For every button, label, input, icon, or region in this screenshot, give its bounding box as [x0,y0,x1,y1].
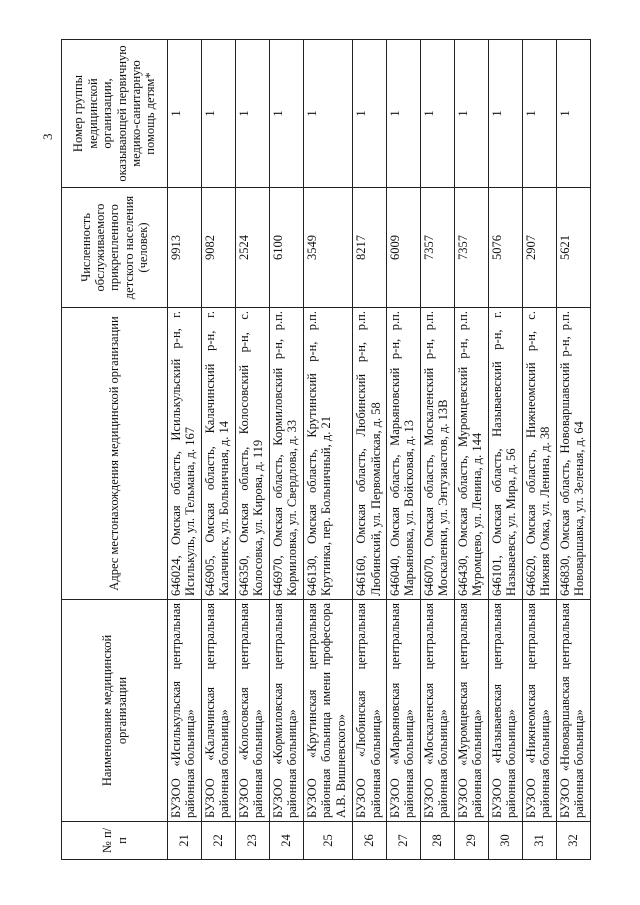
organization-address: 646040, Омская область, Марьяновский р-н, р.п. Марьяновка, ул. Войсковая, д. 13 [387,308,421,600]
organization-address: 646070, Омская область, Москаленский р-н, р.п. Москаленки, ул. Энтузиастов, д. 13В [421,308,455,600]
organization-address: 646350, Омская область, Колосовский р-н, с. Колосовка, ул. Кирова, д. 119 [235,308,269,600]
organization-name: БУЗОО «Москаленская центральная районная больница» [421,600,455,822]
group-number: 1 [235,40,269,188]
table-row [421,40,455,860]
header-row [62,40,168,860]
child-population: 9913 [168,188,202,308]
organization-name: БУЗОО «Марьяновская центральная районная больница» [387,600,421,822]
child-population: 7357 [455,188,489,308]
organization-address: 646160, Омская область, Любинский р-н, р.п. Любинский, ул. Первомайская, д. 58 [353,308,387,600]
child-population: 2907 [522,188,556,308]
table-header [62,40,168,860]
header-address: Адрес местонахождения медицинской организации [62,308,168,600]
table-row [168,40,202,860]
child-population: 7357 [421,188,455,308]
organization-name: БУЗОО «Колосовская центральная районная больница» [235,600,269,822]
group-number: 1 [201,40,235,188]
table-row [488,40,522,860]
row-number: 32 [556,822,590,860]
row-number: 31 [522,822,556,860]
group-number: 1 [556,40,590,188]
child-population: 8217 [353,188,387,308]
table-row [201,40,235,860]
rotated-table-wrapper [61,40,591,860]
organization-address: 646101, Омская область, Называевский р-н, г. Называевск, ул. Мира, д. 56 [488,308,522,600]
table-row [353,40,387,860]
organization-address: 646024, Омская область, Исилькульский р-н, г. Исилькуль, ул. Тельмана, д. 167 [168,308,202,600]
medical-organizations-table [61,39,591,860]
header-number: № п/п [62,822,168,860]
row-number: 28 [421,822,455,860]
table-row [235,40,269,860]
table-row [269,40,303,860]
header-name: Наименование медицинской организации [62,600,168,822]
row-number: 26 [353,822,387,860]
organization-name: БУЗОО «Нововаршавская центральная районная больница» [556,600,590,822]
group-number: 1 [303,40,352,188]
header-group: Номер группы медицинской организации, оказывающей первичную медико-санитарную помощь детям* [62,40,168,188]
child-population: 6009 [387,188,421,308]
child-population: 5076 [488,188,522,308]
row-number: 24 [269,822,303,860]
organization-address: 646430, Омская область, Муромцевский р-н, р.п. Муромцево, ул. Ленина, д. 144 [455,308,489,600]
child-population: 6100 [269,188,303,308]
organization-name: БУЗОО «Муромцевская центральная районная больница» [455,600,489,822]
child-population: 2524 [235,188,269,308]
organization-name: БУЗОО «Калачинская центральная районная больница» [201,600,235,822]
row-number: 23 [235,822,269,860]
page-number: 3 [40,133,55,140]
table-row [387,40,421,860]
organization-name: БУЗОО «Исилькульская центральная районная больница» [168,600,202,822]
group-number: 1 [387,40,421,188]
organization-name: БУЗОО «Крутинская центральная районная больница имени профессора А.В. Вишневского» [303,600,352,822]
organization-address: 646620, Омская область, Нижнеомский р-н, с. Нижняя Омка, ул. Ленина, д. 38 [522,308,556,600]
table-row [556,40,590,860]
organization-address: 646830, Омская область, Нововаршавский р-н, р.п. Нововаршавка, ул. Зеленая, д. 64 [556,308,590,600]
header-population: Численность обслуживаемого прикрепленного детского населения (человек) [62,188,168,308]
group-number: 1 [522,40,556,188]
organization-name: БУЗОО «Кормиловская центральная районная больница» [269,600,303,822]
row-number: 21 [168,822,202,860]
table-body [168,40,591,860]
row-number: 27 [387,822,421,860]
table-row [522,40,556,860]
row-number: 29 [455,822,489,860]
organization-name: БУЗОО «Нижнеомская центральная районная больница» [522,600,556,822]
organization-address: 646970, Омская область, Кормиловский р-н, р.п. Кормиловка, ул. Свердлова, д. 33 [269,308,303,600]
group-number: 1 [353,40,387,188]
group-number: 1 [168,40,202,188]
row-number: 25 [303,822,352,860]
row-number: 30 [488,822,522,860]
table-row [455,40,489,860]
organization-name: БУЗОО «Называевская центральная районная больница» [488,600,522,822]
organization-address: 646905, Омская область, Калачинский р-н, г. Калачинск, ул. Больничная, д. 14 [201,308,235,600]
group-number: 1 [488,40,522,188]
child-population: 9082 [201,188,235,308]
table-row [303,40,352,860]
child-population: 3549 [303,188,352,308]
row-number: 22 [201,822,235,860]
group-number: 1 [421,40,455,188]
organization-address: 646130, Омская область, Крутинский р-н, р.п. Крутинка, пер. Больничный, д. 21 [303,308,352,600]
organization-name: БУЗОО «Любинская центральная районная больница» [353,600,387,822]
group-number: 1 [455,40,489,188]
group-number: 1 [269,40,303,188]
child-population: 5621 [556,188,590,308]
